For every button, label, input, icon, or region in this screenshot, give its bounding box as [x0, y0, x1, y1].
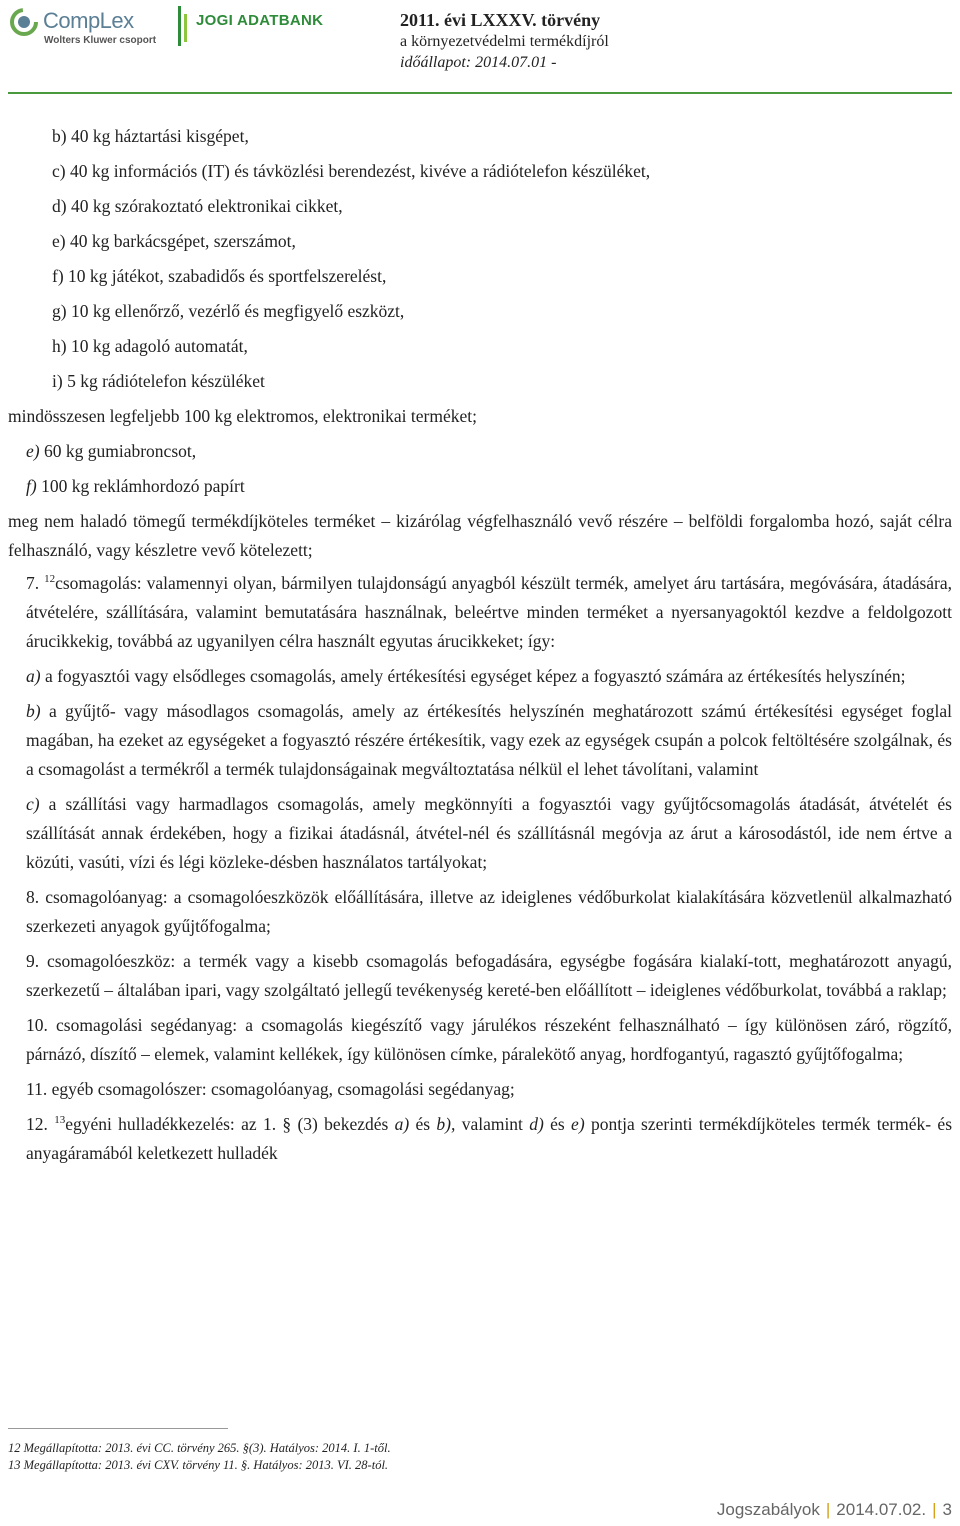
validity-date: időállapot: 2014.07.01 -	[400, 54, 557, 71]
brand-name: CompLex	[43, 8, 134, 33]
list-item: f) 10 kg játékot, szabadidős és sportfelszerelést,	[52, 266, 387, 286]
header-divider	[8, 92, 952, 94]
list-item: g) 10 kg ellenőrző, vezérlő és megfigyelő eszközt,	[52, 301, 405, 321]
law-title: 2011. évi LXXXV. törvény	[400, 10, 601, 30]
footer-label: Jogszabályok	[716, 1500, 820, 1519]
jogi-adatbank-logo	[175, 4, 335, 48]
jogi-adatbank-icon	[175, 6, 191, 46]
closing-paragraph: meg nem haladó tömegű termékdíjköteles terméket – kizárólag végfelhasználó vevő részére – belföldi forgalomba hozó, saját célra felhasználó, vagy készletre vevő kötelezett;	[8, 511, 952, 560]
list-item-e: e) 60 kg gumiabroncsot,	[26, 441, 197, 461]
footnotes	[8, 1440, 391, 1474]
list-item: i) 5 kg rádiótelefon készüléket	[52, 371, 265, 391]
list-item: d) 40 kg szórakoztató elektronikai cikket,	[52, 196, 343, 216]
definition-7: 7. $^{12}$csomagolás: valamennyi olyan, bármilyen tulajdonságú anyagból készült termék, amelyet áru tartására, megóvására, átadására, átvételére, szállítására, valamint bemutatására használnak, beleértve minden terméket a nyersanyagoktól kezdve a feldolgozott árucikkekig, továbbá az ugyanilyen célra használt egyutas árucikkeket; így:	[26, 573, 953, 651]
list-item: e) 40 kg barkácsgépet, szerszámot,	[52, 231, 296, 251]
definition-7b: b) a gyűjtő- vagy másodlagos csomagolás, amely az értékesítés helyszínén meghatározott számú értékesítési egységet foglal magában, ha ezeket az egységeket a fogyasztó részére értékesítik, vagy ezek az egységek csupán a polcok feltöltésére szolgálnak, és a csomagolást a termékről a termék tulajdonságainak megváltoztatása nélkül el lehet távolítani, valamint	[26, 701, 952, 779]
complex-logo	[10, 6, 170, 48]
footer-separator: |	[932, 1500, 937, 1519]
list-item: c) 40 kg információs (IT) és távközlési berendezést, kivéve a rádiótelefon készüléket,	[52, 161, 651, 181]
document-body	[8, 122, 952, 1168]
footer-separator: |	[825, 1500, 831, 1519]
page-header	[0, 0, 960, 100]
definition-10: 10. csomagolási segédanyag: a csomagolás kiegészítő vagy járulékos részeként felhasználható – így különösen záró, rögzítő, párnázó, díszítő – elemek, valamint kellékek, így különösen címke, páralekötő anyag, hordfogantyú, ragasztó gyűjtőfogalma;	[26, 1015, 952, 1064]
page-footer	[717, 1500, 952, 1520]
brand-subtitle: Wolters Kluwer csoport	[44, 35, 157, 46]
law-header	[400, 10, 720, 73]
footnote-item: 13 Megállapította: 2013. évi CXV. törvény 11. §. Hatályos: 2013. VI. 28-tól.	[8, 1458, 389, 1472]
footnote-ref: 12	[44, 573, 56, 586]
list-item-f: f) 100 kg reklámhordozó papírt	[26, 476, 245, 496]
list-item: h) 10 kg adagoló automatát,	[52, 336, 248, 356]
definition-9: 9. csomagolóeszköz: a termék vagy a kisebb csomagolás befogadására, egységbe fogására kialakí-tott, meghatározott anyagú, szerkezetű – általában ipari, vagy szolgáltató jellegű tevékenység kereté-ben előállított – ideiglenes védőburkolat, továbbá a raklap;	[26, 951, 952, 1000]
footnote-divider	[8, 1428, 228, 1429]
law-subject: a környezetvédelmi termékdíjról	[400, 33, 609, 50]
database-name: JOGI ADATBANK	[196, 12, 324, 29]
definition-7a: a) a fogyasztói vagy elsődleges csomagolás, amely értékesítési egységet képez a fogyasztó számára az értékesítés helyszínén;	[26, 666, 906, 686]
footnote-ref: 13	[54, 1114, 66, 1127]
footer-date: 2014.07.02.	[836, 1500, 927, 1519]
definition-11: 11. egyéb csomagolószer: csomagolóanyag, csomagolási segédanyag;	[26, 1079, 515, 1099]
total-line: mindösszesen legfeljebb 100 kg elektromos, elektronikai terméket;	[8, 406, 477, 426]
complex-logo-icon	[10, 8, 38, 36]
list-item: b) 40 kg háztartási kisgépet,	[52, 126, 249, 146]
definition-7c: c) a szállítási vagy harmadlagos csomagolás, amely megkönnyíti a fogyasztói vagy gyűjtőcsomagolás átadását, átvételét és szállítását annak érdekében, hogy a fizikai átadásnál, átvétel-nél és szállításnál megóvja az árut a károsodástól, ide nem értve a közúti, vasúti, vízi és légi közleke-désben használatos tartályokat;	[26, 794, 952, 872]
footnote-item: 12 Megállapította: 2013. évi CC. törvény 265. §(3). Hatályos: 2014. I. 1-től.	[8, 1441, 391, 1455]
page-number: 3	[942, 1500, 952, 1519]
definition-8: 8. csomagolóanyag: a csomagolóeszközök előállítására, illetve az ideiglenes védőburkolat kialakítására közvetlenül alkalmazható szerkezeti anyagok gyűjtőfogalma;	[26, 887, 952, 936]
definition-12: 12. $^{13}$egyéni hulladékkezelés: az 1. § (3) bekezdés a) és b), valamint d) és e) pontja szerinti termékdíjköteles termék termék- és anyagáramából keletkezett hulladék	[26, 1114, 953, 1163]
